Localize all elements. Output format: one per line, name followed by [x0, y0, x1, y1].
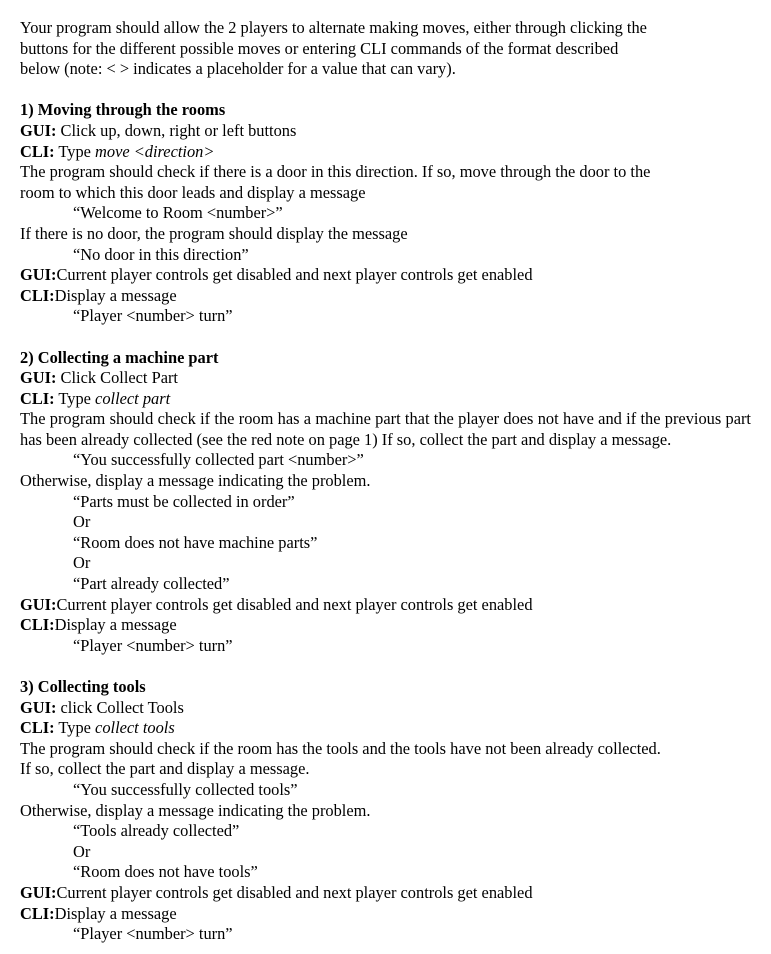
section-1-desc-1: The program should check if there is a door in this direction. If so, move through the door to the [20, 162, 651, 182]
or-separator: Or [73, 841, 91, 861]
cli-prefix: Type [54, 718, 96, 738]
gui-label: GUI: [20, 120, 57, 140]
gui-label: GUI: [20, 882, 57, 902]
message-no-door: “No door in this direction” [73, 244, 249, 264]
cli-label: CLI: [20, 141, 55, 161]
intro-line-2: buttons for the different possible moves or entering CLI commands of the format described [20, 38, 619, 58]
message-part-already: “Part already collected” [73, 574, 230, 594]
intro-line-3: below (note: < > indicates a placeholder for a value that can vary). [20, 59, 456, 79]
section-3-otherwise: Otherwise, display a message indicating the problem. [20, 800, 371, 820]
cli-label: CLI: [20, 718, 55, 738]
section-2-gui-after [20, 595, 751, 616]
section-1-heading: 1) Moving through the rooms [20, 100, 226, 120]
gui-after-text: Current player controls get disabled and next player controls get enabled [56, 882, 533, 902]
message-part-success: “You successfully collected part <number>” [73, 450, 364, 470]
cli-prefix: Type [54, 141, 96, 161]
section-2-otherwise: Otherwise, display a message indicating the problem. [20, 471, 371, 491]
cli-after-text: Display a message [54, 903, 177, 923]
gui-label: GUI: [20, 697, 57, 717]
message-tools-success: “You successfully collected tools” [73, 779, 298, 799]
or-separator: Or [73, 512, 91, 532]
section-3-cli-after [20, 904, 751, 925]
cli-label: CLI: [20, 903, 55, 923]
section-2-cli-after [20, 615, 751, 636]
gui-text: Click Collect Part [56, 368, 178, 388]
cli-command: move <direction> [95, 141, 215, 161]
message-no-machine-parts: “Room does not have machine parts” [73, 532, 318, 552]
cli-label: CLI: [20, 285, 55, 305]
message-player-turn: “Player <number> turn” [73, 306, 233, 326]
cli-label: CLI: [20, 388, 55, 408]
intro-line-1: Your program should allow the 2 players to alternate making moves, either through clicking the [20, 18, 647, 37]
gui-text: click Collect Tools [56, 697, 184, 717]
cli-command: collect part [95, 388, 171, 408]
section-1-gui [20, 121, 751, 142]
section-1-no-door: If there is no door, the program should display the message [20, 223, 408, 243]
message-parts-order: “Parts must be collected in order” [73, 491, 295, 511]
or-separator: Or [73, 553, 91, 573]
gui-label: GUI: [20, 594, 57, 614]
cli-label: CLI: [20, 615, 55, 635]
section-3-gui [20, 698, 751, 719]
cli-after-text: Display a message [54, 615, 177, 635]
section-3-cli [20, 718, 751, 739]
section-2-desc: The program should check if the room has a machine part that the player does not have and if the previous part has been already collected (see the red note on page 1) If so, collect the part and display a message. [20, 409, 751, 449]
section-3-desc-1: The program should check if the room has the tools and the tools have not been already collected. [20, 738, 661, 758]
message-player-turn: “Player <number> turn” [73, 924, 233, 944]
cli-after-text: Display a message [54, 285, 177, 305]
message-player-turn: “Player <number> turn” [73, 635, 233, 655]
section-3-desc-2: If so, collect the part and display a message. [20, 759, 310, 779]
section-2-cli [20, 389, 751, 410]
message-welcome: “Welcome to Room <number>” [73, 203, 283, 223]
section-2-heading: 2) Collecting a machine part [20, 347, 219, 367]
gui-after-text: Current player controls get disabled and next player controls get enabled [56, 265, 533, 285]
cli-prefix: Type [54, 388, 96, 408]
message-no-tools: “Room does not have tools” [73, 862, 258, 882]
gui-text: Click up, down, right or left buttons [56, 120, 297, 140]
section-1-gui-after [20, 265, 751, 286]
gui-label: GUI: [20, 368, 57, 388]
message-tools-already: “Tools already collected” [73, 821, 240, 841]
cli-command: collect tools [95, 718, 175, 738]
section-1-cli [20, 142, 751, 163]
gui-after-text: Current player controls get disabled and next player controls get enabled [56, 594, 533, 614]
section-3-gui-after [20, 883, 751, 904]
section-1-desc-2: room to which this door leads and display a message [20, 182, 366, 202]
section-2-gui [20, 368, 751, 389]
section-1-cli-after [20, 286, 751, 307]
gui-label: GUI: [20, 265, 57, 285]
section-3-heading: 3) Collecting tools [20, 677, 146, 696]
